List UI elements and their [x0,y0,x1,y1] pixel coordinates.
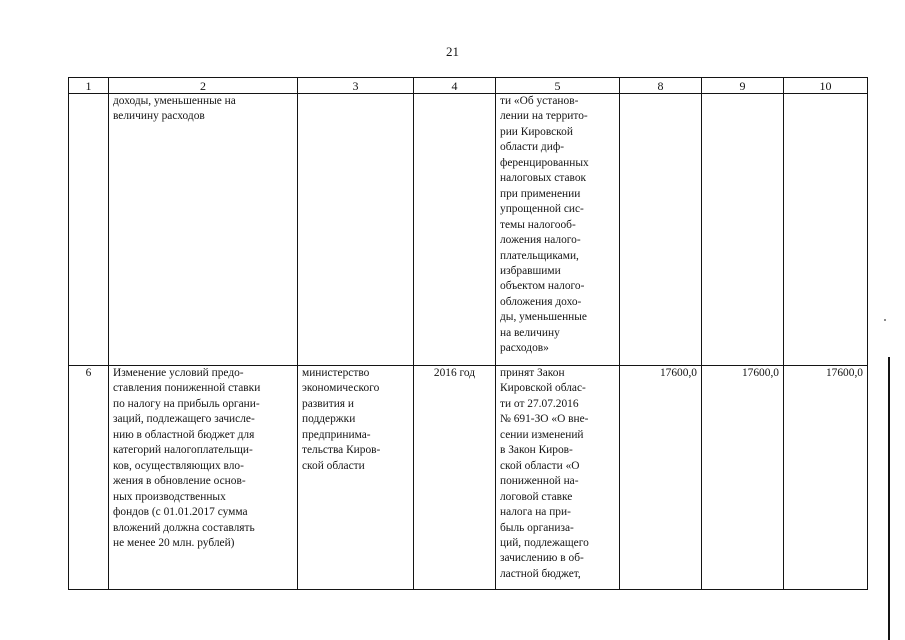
cell-text-line: доходы, уменьшенные на [113,95,236,107]
amount-col9-cell [702,94,784,366]
amount-col10-cell: 17600,0 [784,366,868,590]
cell-text-line: развития и [302,397,354,410]
cell-text-line: предпринима- [302,428,371,441]
header-cell-col10: 10 [784,78,868,94]
scan-edge-rule [888,357,890,640]
cell-text-line: ференцированных [500,156,589,169]
cell-text-line: ской области «О [500,459,580,472]
implementation-year-cell: 2016 год [414,366,496,590]
cell-text-line: налога на при- [500,506,571,519]
cell-text-line: вложений должна составлять [113,521,255,534]
cell-text-line: области диф- [500,141,564,154]
page-number: 21 [446,44,459,59]
cell-text-line: категорий налогоплательщи- [113,444,253,457]
row-number-cell: 6 [69,366,109,590]
cell-text-line: принят Закон [500,367,565,379]
amount-col8-cell: 17600,0 [620,366,702,590]
table-row-6 [69,366,868,590]
cell-text-line: ставления пониженной ставки [113,382,261,395]
header-cell-col3: 3 [298,78,414,94]
cell-text-line: обложения дохо- [500,295,582,308]
row-number-cell [69,94,109,366]
cell-text-line: сении изменений [500,428,584,441]
cell-text-line: ных производственных [113,490,226,503]
cell-text-line: ций, подлежащего [500,536,589,549]
cell-text-line: тельства Киров- [302,444,381,457]
cell-text-line: величину расходов [113,110,205,123]
header-cell-col2: 2 [109,78,298,94]
header-cell-col8: 8 [620,78,702,94]
implementation-year-cell [414,94,496,366]
cell-text-line: лении на террито- [500,110,588,123]
cell-text-line: ков, осуществляющих вло- [113,459,244,472]
table-header-row [69,78,868,94]
cell-text-line: Кировской облас- [500,382,586,395]
cell-text-line: министерство [302,367,370,379]
cell-text-line: плательщиками, [500,249,579,262]
measure-description-cell [109,366,298,590]
cell-text-line: объектом налого- [500,280,585,293]
cell-text-line: в Закон Киров- [500,444,573,457]
cell-text-line: на величину [500,326,560,339]
scan-speck [884,319,886,321]
header-cell-col4: 4 [414,78,496,94]
cell-text-line: Изменение условий предо- [113,367,244,379]
cell-text-line: ти «Об установ- [500,95,579,107]
cell-text-line: пониженной на- [500,475,579,488]
cell-text-line: логовой ставке [500,490,573,503]
header-cell-col5: 5 [496,78,620,94]
header-cell-col9: 9 [702,78,784,94]
implementation-status-cell [496,366,620,590]
cell-text-line: избравшими [500,264,561,277]
amount-col9-cell: 17600,0 [702,366,784,590]
measure-description-cell [109,94,298,366]
cell-text-line: экономического [302,382,380,395]
responsible-body-cell [298,94,414,366]
table-row-continuation [69,94,868,366]
amount-col10-cell [784,94,868,366]
cell-text-line: не менее 20 млн. рублей) [113,536,235,549]
cell-text-line: расходов» [500,342,549,355]
responsible-body-cell [298,366,414,590]
amount-col8-cell [620,94,702,366]
cell-text-line: ской области [302,459,365,472]
cell-text-line: поддержки [302,413,356,426]
cell-text-line: фондов (с 01.01.2017 сумма [113,506,248,519]
cell-text-line: заций, подлежащего зачисле- [113,413,255,426]
cell-text-line: нию в областной бюджет для [113,428,255,441]
cell-text-line: ложения налого- [500,234,581,247]
cell-text-line: рии Кировской [500,125,573,138]
header-cell-col1: 1 [69,78,109,94]
cell-text-line: ластной бюджет, [500,567,581,580]
implementation-status-cell [496,94,620,366]
cell-text-line: зачислению в об- [500,552,584,565]
cell-text-line: по налогу на прибыль органи- [113,397,260,410]
cell-text-line: налоговых ставок [500,172,587,185]
data-table [68,77,868,590]
cell-text-line: при применении [500,187,581,200]
cell-text-line: быль организа- [500,521,574,534]
cell-text-line: ды, уменьшенные [500,311,587,324]
cell-text-line: упрощенной сис- [500,203,584,216]
cell-text-line: № 691-ЗО «О вне- [500,413,589,426]
cell-text-line: темы налогооб- [500,218,576,231]
cell-text-line: жения в обновление основ- [113,475,246,488]
cell-text-line: ти от 27.07.2016 [500,397,579,410]
